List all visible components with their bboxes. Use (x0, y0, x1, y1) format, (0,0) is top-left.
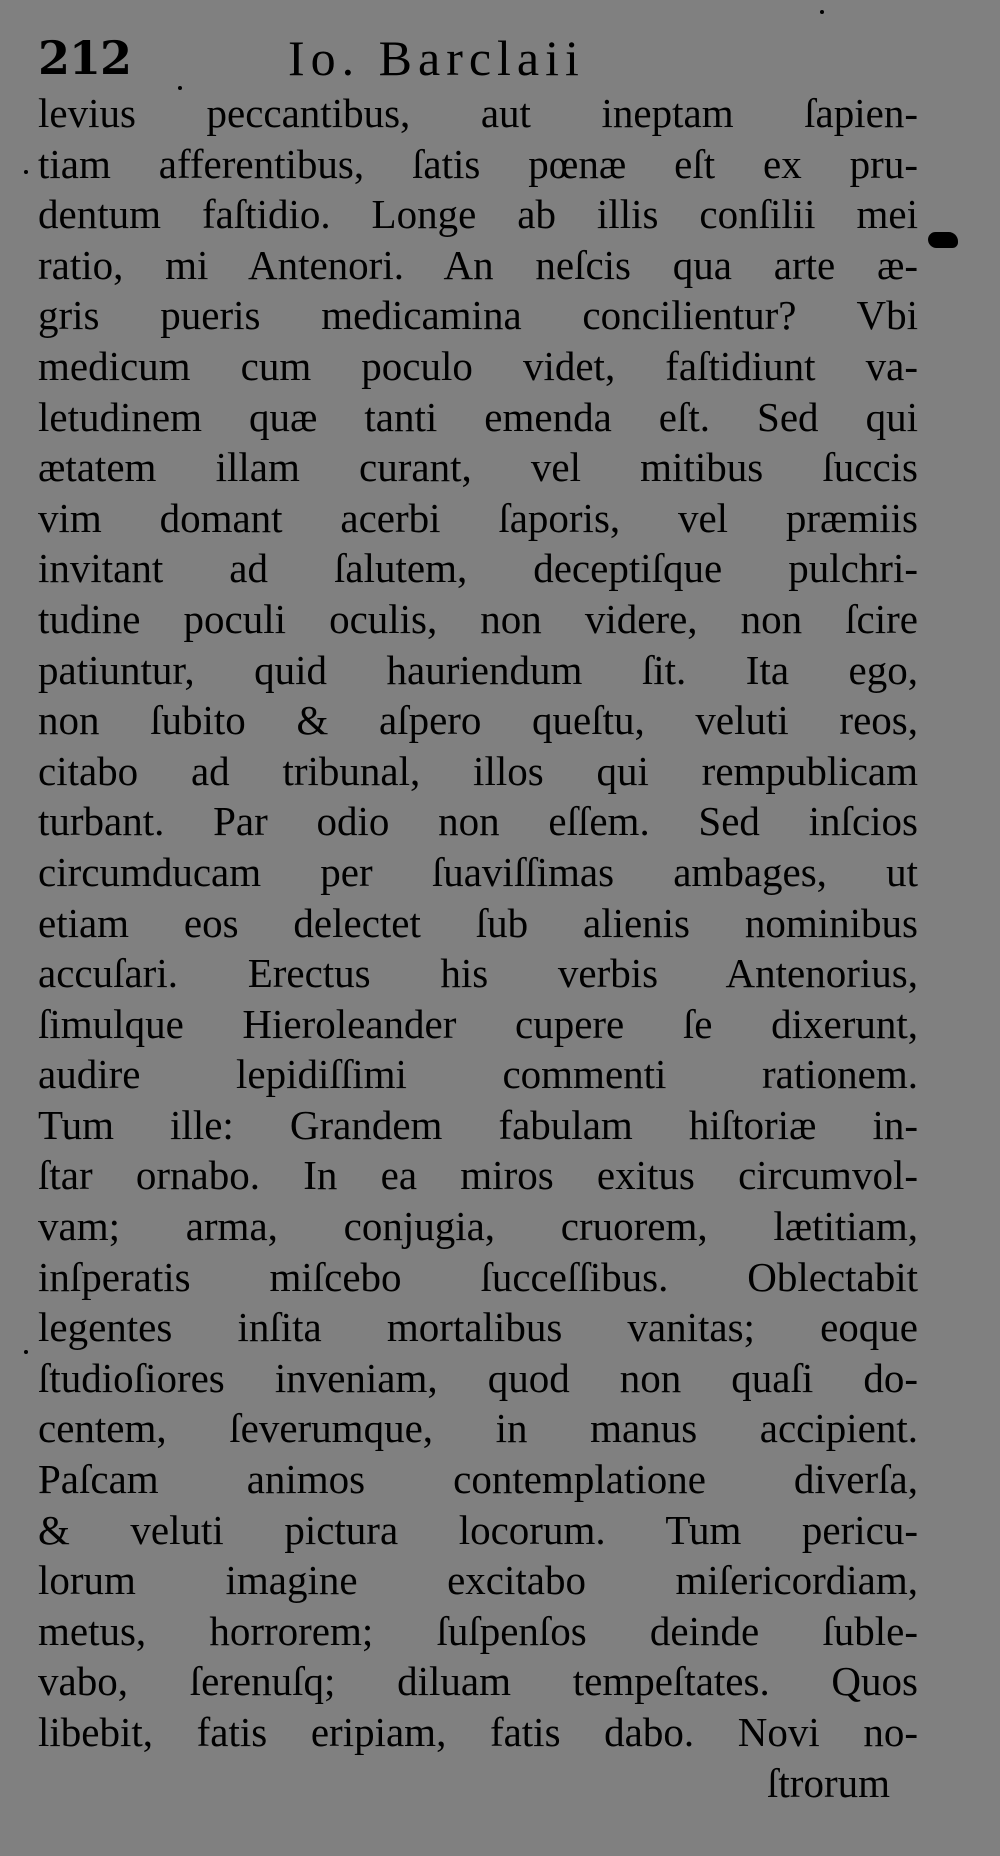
text-line: citabo ad tribunal, illos qui rempublicam (38, 747, 918, 794)
catchword: ſtrorum (767, 1759, 890, 1806)
text-line: non ſubito & aſpero queſtu, veluti reos, (38, 697, 918, 744)
body-text (38, 88, 918, 1808)
text-line: & veluti pictura locorum. Tum pericu- (38, 1506, 918, 1553)
text-line: etiam eos delectet ſub alienis nominibus (38, 899, 918, 946)
text-line: letudinem quæ tanti emenda eſt. Sed qui (38, 393, 918, 440)
ink-speck (178, 86, 182, 90)
ink-blot-mark (928, 232, 958, 248)
text-line: metus, horrorem; ſuſpenſos deinde ſuble- (38, 1607, 918, 1654)
text-line: patiuntur, quid hauriendum ſit. Ita ego, (38, 646, 918, 693)
text-line: invitant ad ſalutem, deceptiſque pulchri- (38, 545, 918, 592)
ink-speck (820, 10, 824, 14)
ink-speck (24, 170, 28, 174)
text-line: levius peccantibus, aut ineptam ſapien- (38, 90, 918, 136)
text-line: gris pueris medicamina concilientur? Vbi (38, 292, 918, 339)
text-line: ratio, mi Antenori. An neſcis qua arte æ- (38, 241, 918, 288)
text-line: Tum ille: Grandem fabulam hiſtoriæ in- (38, 1101, 918, 1148)
text-line: centem, ſeverumque, in manus accipient. (38, 1405, 918, 1452)
text-line: libebit, fatis eripiam, fatis dabo. Novi no- (38, 1709, 918, 1755)
text-line: tudine poculi oculis, non videre, non ſcire (38, 595, 918, 642)
text-line: lorum imagine excitabo miſericordiam, (38, 1557, 918, 1604)
text-line: ſtudioſiores inveniam, quod non quaſi do- (38, 1354, 918, 1401)
text-line: ætatem illam curant, vel mitibus ſuccis (38, 444, 918, 491)
text-line: ſimulque Hieroleander cupere ſe dixerunt, (38, 1000, 918, 1047)
text-line: dentum faſtidio. Longe ab illis conſilii mei (38, 191, 918, 238)
text-line: vam; arma, conjugia, cruorem, lætitiam, (38, 1203, 918, 1250)
ink-speck (24, 1350, 28, 1354)
text-line: vabo, ſerenuſq; diluam tempeſtates. Quos (38, 1658, 918, 1705)
text-line: audire lepidiſſimi commenti rationem. (38, 1051, 918, 1098)
text-line: accuſari. Erectus his verbis Antenorius, (38, 950, 918, 997)
text-line: Paſcam animos contemplatione diverſa, (38, 1456, 918, 1503)
text-line: vim domant acerbi ſaporis, vel præmiis (38, 494, 918, 541)
text-line: ſtar ornabo. In ea miros exitus circumvol- (38, 1152, 918, 1199)
page-number: 212 (38, 31, 132, 85)
text-line: turbant. Par odio non eſſem. Sed inſcios (38, 798, 918, 845)
text-line: circumducam per ſuaviſſimas ambages, ut (38, 848, 918, 895)
text-line: medicum cum poculo videt, faſtidiunt va- (38, 342, 918, 389)
running-head: Io. Barclaii (288, 30, 585, 86)
text-line: tiam afferentibus, ſatis pœnæ eſt ex pru- (38, 140, 918, 187)
text-line: inſperatis miſcebo ſucceſſibus. Oblectabit (38, 1253, 918, 1300)
text-line: legentes inſita mortalibus vanitas; eoque (38, 1304, 918, 1351)
page-header (38, 28, 738, 88)
